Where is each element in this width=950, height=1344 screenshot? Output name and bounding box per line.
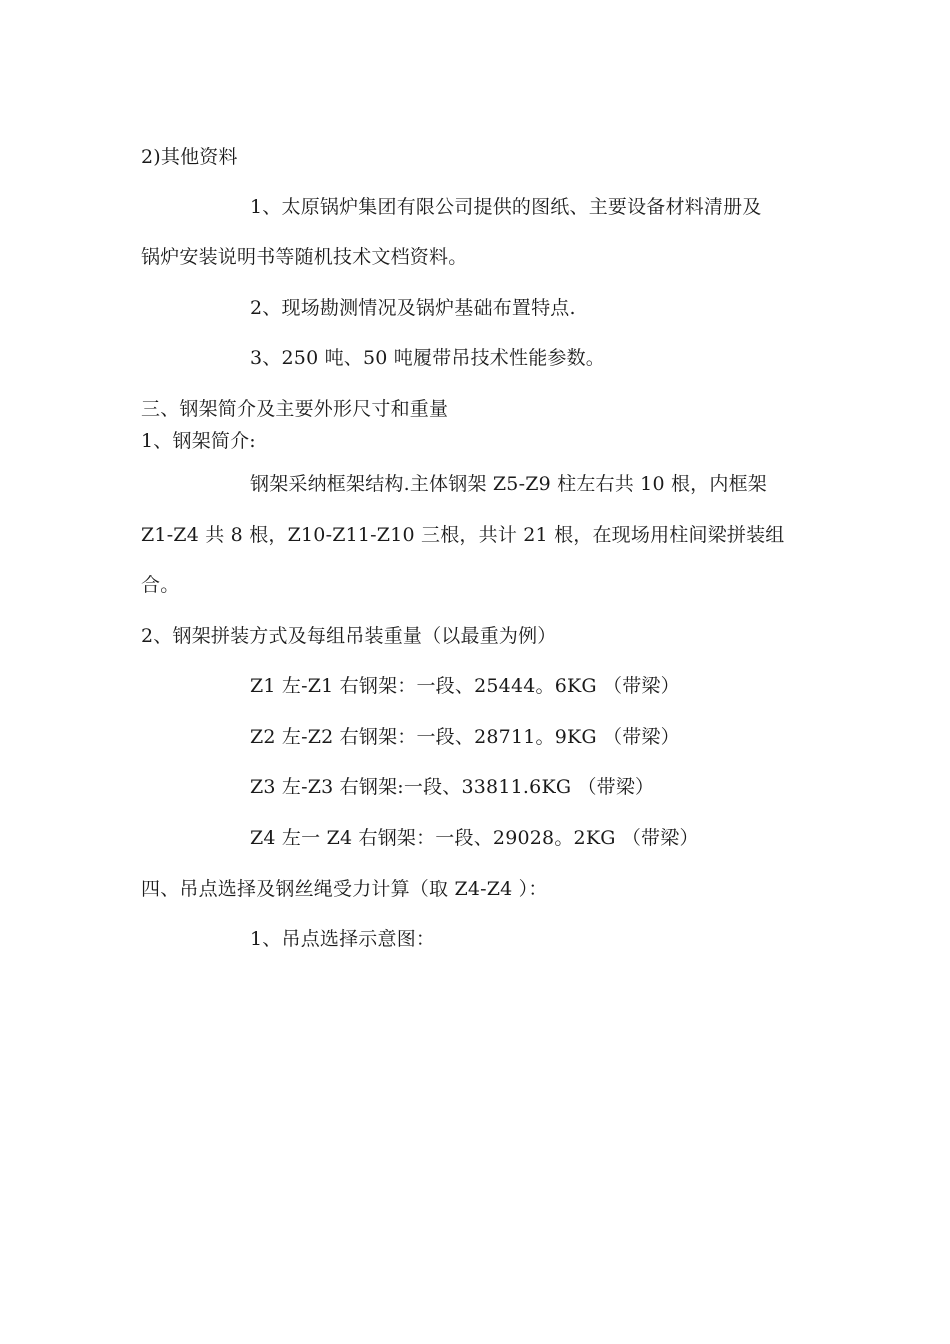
list-item-2: 2、现场勘测情况及锅炉基础布置特点. — [250, 297, 576, 319]
list-item-1-line-1: 1、太原锅炉集团有限公司提供的图纸、主要设备材料清册及 — [250, 196, 762, 218]
list-item-1-line-2: 锅炉安装说明书等随机技术文档资料。 — [141, 246, 468, 268]
paragraph-line-2: Z1-Z4 共 8 根，Z10-Z11-Z10 三根，共计 21 根，在现场用柱间梁拼装组 — [141, 524, 785, 546]
section-heading-lifting: 四、吊点选择及钢丝绳受力计算（取 Z4-Z4 ）： — [141, 878, 548, 900]
paragraph-line-1: 钢架采纳框架结构.主体钢架 Z5-Z9 柱左右共 10 根，内框架 — [250, 473, 767, 495]
list-item-3: 3、250 吨、50 吨履带吊技术性能参数。 — [250, 347, 606, 369]
subheading-steel-frame-intro: 1、钢架简介: — [141, 430, 256, 452]
section-heading-other-materials: 2)其他资料 — [141, 146, 238, 168]
subheading-assembly-weights: 2、钢架拼装方式及每组吊装重量（以最重为例） — [141, 625, 557, 647]
section-heading-steel-frame: 三、钢架简介及主要外形尺寸和重量 — [141, 398, 449, 420]
paragraph-line-3: 合。 — [141, 574, 180, 596]
weight-line-z4: Z4 左一 Z4 右钢架：一段、29028。2KG （带梁） — [250, 827, 699, 849]
weight-line-z1: Z1 左-Z1 右钢架：一段、25444。6KG （带梁） — [250, 675, 680, 697]
weight-line-z3: Z3 左-Z3 右钢架:一段、33811.6KG （带梁） — [250, 776, 655, 798]
list-item-lifting-diagram: 1、吊点选择示意图： — [250, 928, 436, 950]
weight-line-z2: Z2 左-Z2 右钢架：一段、28711。9KG （带梁） — [250, 726, 680, 748]
